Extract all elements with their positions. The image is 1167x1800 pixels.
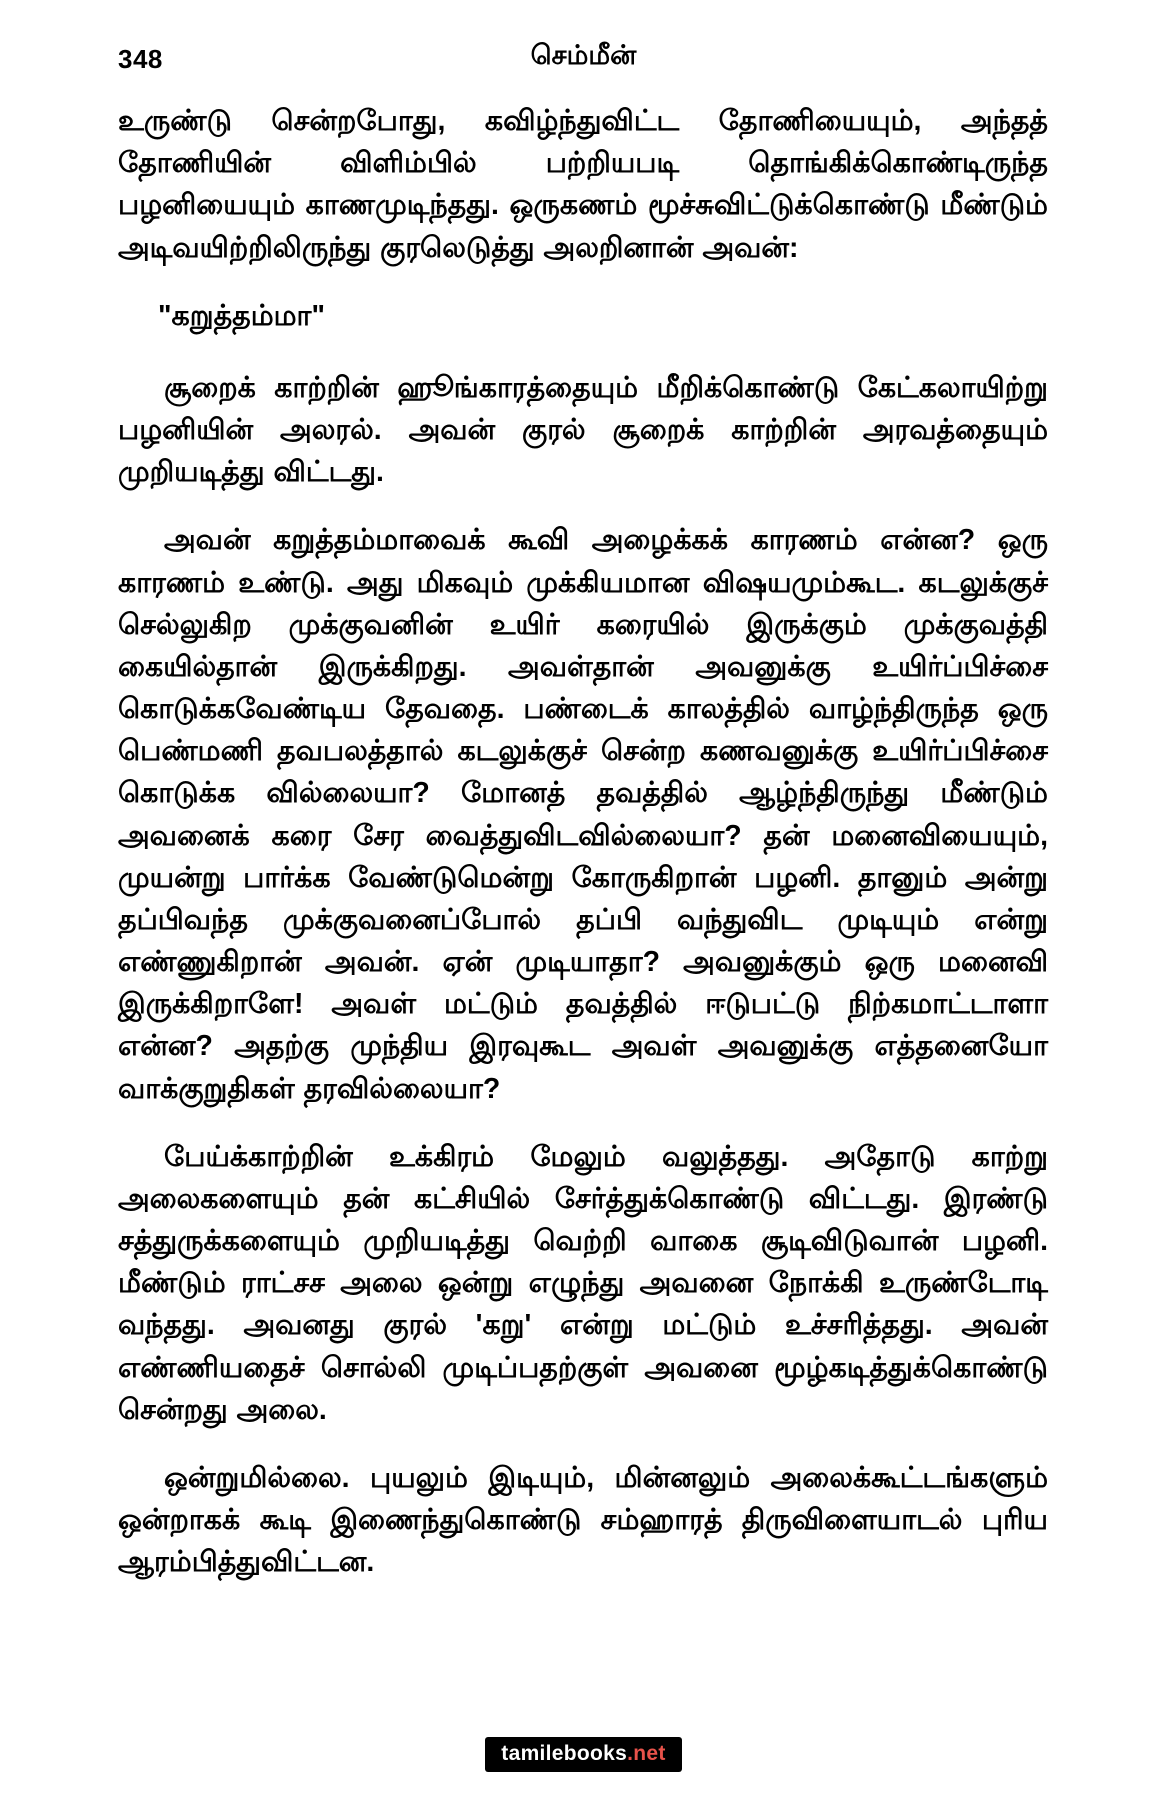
quoted-line: "கறுத்தம்மா" [158, 299, 325, 332]
paragraph: சூறைக் காற்றின் ஹூங்காரத்தையும் மீறிக்கொண்டு கேட்கலாயிற்று பழனியின் அலரல். அவன் குரல் சூறைக் காற்றின் அரவத்தையும் முறியடித்து விட்டது. [118, 371, 1048, 489]
page-number: 348 [118, 44, 163, 74]
watermark-tld: .net [627, 1742, 666, 1765]
watermark-text: tamilebooks [501, 1742, 628, 1765]
page-body-text [118, 100, 1048, 1584]
page-footer [0, 1737, 1167, 1772]
paragraph: உருண்டு சென்றபோது, கவிழ்ந்துவிட்ட தோணியையும், அந்தத் தோணியின் விளிம்பில் பற்றியபடி தொங்கிக்கொண்டிருந்த பழனியையும் காணமுடிந்தது. ஒருகணம் மூச்சுவிட்டுக்கொண்டு மீண்டும் அடிவயிற்றிலிருந்து குரலெடுத்து அலறினான் அவன்: [118, 105, 1048, 264]
paragraph: ஒன்றுமில்லை. புயலும் இடியும், மின்னலும் அலைக்கூட்டங்களும் ஒன்றாகக் கூடி இணைந்துகொண்டு சம்ஹாரத் திருவிளையாடல் புரிய ஆரம்பித்துவிட்டன. [118, 1461, 1048, 1579]
site-watermark [485, 1737, 681, 1772]
page-header [118, 40, 1049, 80]
paragraph: பேய்க்காற்றின் உக்கிரம் மேலும் வலுத்தது. அதோடு காற்று அலைகளையும் தன் கட்சியில் சேர்த்துக்கொண்டு விட்டது. இரண்டு சத்துருக்களையும் முறியடித்து வெற்றி வாகை சூடிவிடுவான் பழனி. மீண்டும் ராட்சச அலை ஒன்று எழுந்து அவனை நோக்கி உருண்டோடி வந்தது. அவனது குரல் 'கறு' என்று மட்டும் உச்சரித்தது. அவன் எண்ணியதைச் சொல்லி முடிப்பதற்குள் அவனை மூழ்கடித்துக்கொண்டு சென்றது அலை. [118, 1140, 1048, 1426]
book-title: செம்மீன் [530, 40, 637, 70]
paragraph: அவன் கறுத்தம்மாவைக் கூவி அழைக்கக் காரணம் என்ன? ஒரு காரணம் உண்டு. அது மிகவும் முக்கியமான விஷயமும்கூட. கடலுக்குச் செல்லுகிற முக்குவனின் உயிர் கரையில் இருக்கும் முக்குவத்தி கையில்தான் இருக்கிறது. அவள்தான் அவனுக்கு உயிர்ப்பிச்சை கொடுக்கவேண்டிய தேவதை. பண்டைக் காலத்தில் வாழ்ந்திருந்த ஒரு பெண்மணி தவபலத்தால் கடலுக்குச் சென்ற கணவனுக்கு உயிர்ப்பிச்சை கொடுக்க வில்லையா? மோனத் தவத்தில் ஆழ்ந்திருந்து மீண்டும் அவனைக் கரை சேர வைத்துவிடவில்லையா? தன் மனைவியையும், முயன்று பார்க்க வேண்டுமென்று கோருகிறான் பழனி. தானும் அன்று தப்பிவந்த முக்குவனைப்போல் தப்பி வந்துவிட முடியும் என்று எண்ணுகிறான் அவன். ஏன் முடியாதா? அவனுக்கும் ஒரு மனைவி இருக்கிறாளே! அவள் மட்டும் தவத்தில் ஈடுபட்டு நிற்கமாட்டாளா என்ன? அதற்கு முந்திய இரவுகூட அவள் அவனுக்கு எத்தனையோ வாக்குறுதிகள் தரவில்லையா? [118, 524, 1048, 1105]
